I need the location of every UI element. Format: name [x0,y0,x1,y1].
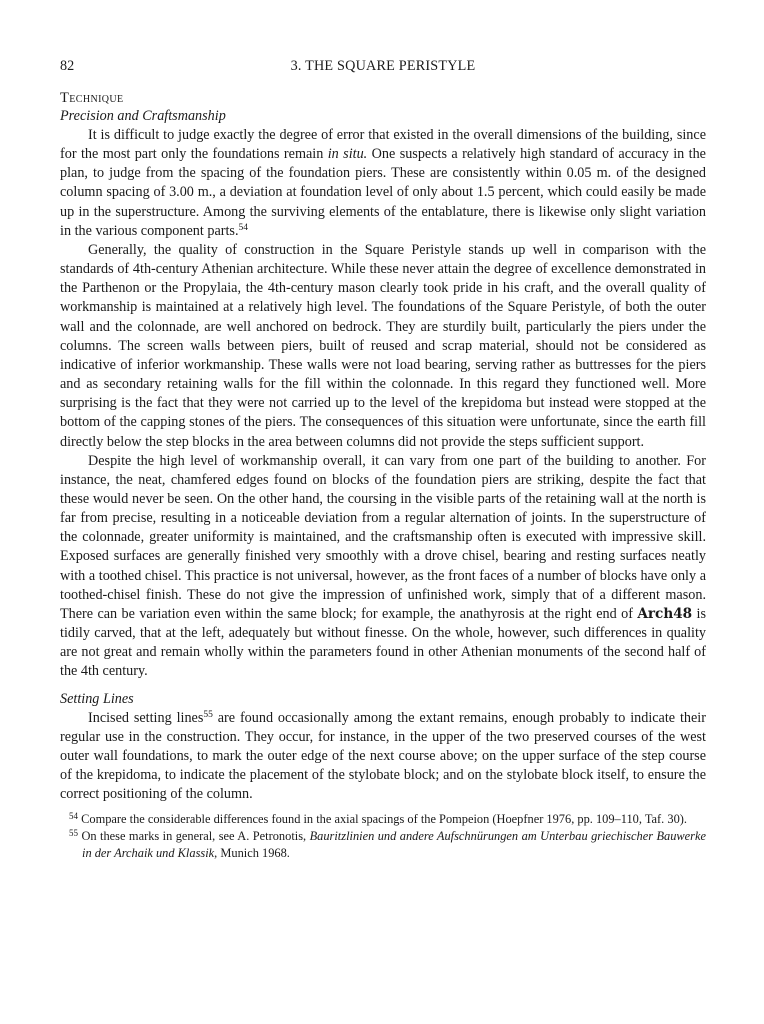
paragraph-quality: Generally, the quality of construction in the Square Peristyle stands up well in comparison with the standards of 4th-century Athenian architecture. While these never attain the degree of excellence demonstrated in the Parthenon or the Propylaia, the 4th-century mason clearly took pride in his craft, and the overall quality of workmanship is maintained at a relatively high level. The foundations of the Square Peristyle, of both the outer wall and the colonnade, are well anchored on bedrock. They are sturdily built, particularly the piers under the columns. The screen walls between piers, built of reused and scrap material, should not be considered as indicative of inferior workmanship. These walls were not load bearing, serving rather as buttresses for the piers and as secondary retaining walls for the fill within the colonnade. In this regard they functioned well. More surprising is the fact that they were not carried up to the level of the krepidoma but instead were stopped at the bottom of the capping stones of the piers. The consequences of this situation were unfortunate, since the earth fill directly below the step blocks in the area between columns did not provide the steps sufficient support. [60,241,706,450]
subsection-heading-setting-lines: Setting Lines [60,690,134,707]
section-gap [60,682,706,690]
chapter-title: 3. THE SQUARE PERISTYLE [290,58,476,74]
paragraph-text: One suspects a relatively high standard of accuracy in the plan, to judge from the spacing of the foundation piers. These are consistently within 0.05 m. of the designed column spacing of 3.00 m., a deviation at foundation level of only about 1.5 percent, which could easily be made up in the superstructure. Among the surviving elements of the entablature, there is likewise only slight variation in the various component parts. [60,146,706,239]
section-heading: Technique [60,90,124,106]
document-page [60,58,706,861]
cited-title: Bauritzlinien und andere Aufschnürungen am Unterbau griechischer Bauwerke in der Archaik und Klassik [82,828,706,860]
footnote-ref-54[interactable]: 54 [238,222,248,233]
paragraph-text: It is difficult to judge exactly the degree of error that existed in the overall dimensions of the building, since for the most part only the foundations remain [60,127,706,163]
footnote-ref-55[interactable]: 55 [203,709,213,720]
paragraph-accuracy [60,126,706,241]
running-head [60,58,706,80]
footnotes [60,811,706,861]
footnote-text: Compare the considerable differences found in the axial spacings of the Pompeion (Hoepfner 1976, pp. 109–110, Taf. 30). [81,812,687,827]
paragraph-text: Despite the high level of workmanship overall, it can vary from one part of the building to another. For instance, the neat, chamfered edges found on blocks of the foundation piers are striking, despite the fact that these would never be seen. On the other hand, the coursing in the visible parts of the retaining wall at the north is far from precise, resulting in a noticeable deviation from a regular alternation of joints. In the superstructure of the colonnade, greater uniformity is maintained, and the craftsmanship often is executed with impressive skill. Exposed surfaces are generally finished very smoothly with a drove chisel, bearing and resting surfaces neatly with a toothed chisel. This practice is not universal, however, as the front faces of a number of blocks have only a toothed-chisel finish. These do not give the impression of unfinished work, simply that of a different mason. There can be variation even within the same block; for example, the anathyrosis at the right end of [60,452,706,622]
footnote-number: 54 [69,811,78,822]
footnote-text: , Munich 1968. [214,845,290,860]
catalog-ref: Arch48 [637,605,693,622]
footnote-55 [60,828,706,861]
footnote-text: On these marks in general, see A. Petronotis, [81,828,310,843]
paragraph-text: Incised setting lines [88,709,204,726]
italic-term: in situ. [327,146,368,163]
paragraph-variation [60,452,706,682]
page-number: 82 [60,58,75,74]
paragraph-text: is tidily carved, that at the left, adequately but without finesse. On the whole, however, such differences in quality are not great and remain wholly within the parameters found in other Athenian monuments of the second half of the 4th century. [60,605,706,680]
footnote-number: 55 [69,827,78,838]
footnote-54 [60,811,706,828]
subsection-heading-precision: Precision and Craftsmanship [60,108,226,124]
paragraph-text: are found occasionally among the extant remains, enough probably to indicate their regular use in the construction. They occur, for instance, in the upper of the two preserved courses of the west outer wall foundations, to mark the outer edge of the next course above; on the upper surface of the step course of the krepidoma, to indicate the placement of the stylobate block; and on the stylobate block itself, to ensure the correct positioning of the column. [60,709,706,803]
paragraph-setting-lines [60,709,706,805]
